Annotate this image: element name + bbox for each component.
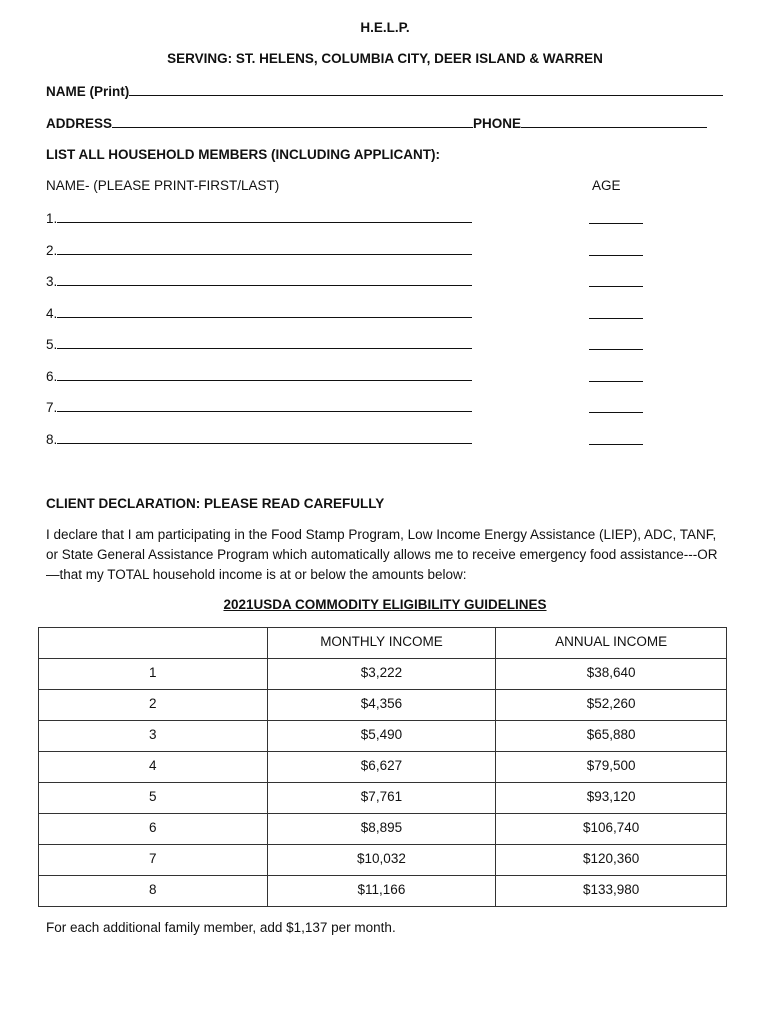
table-row [39, 783, 727, 814]
monthly-income-cell: $4,356 [267, 690, 496, 721]
member-age-input-line[interactable] [589, 337, 643, 350]
annual-income-cell: $120,360 [496, 845, 727, 876]
annual-income-cell: $133,980 [496, 876, 727, 907]
member-row-number: 1. [46, 211, 58, 226]
address-field-row [46, 115, 707, 131]
member-row-number: 8. [46, 431, 58, 447]
member-row-number: 3. [46, 274, 58, 289]
member-name-input-line[interactable] [57, 431, 472, 444]
name-column-label: NAME- (PLEASE PRINT-FIRST/LAST) [46, 178, 280, 193]
address-label: ADDRESS [46, 116, 113, 131]
table-row [39, 721, 727, 752]
phone-label: PHONE [473, 116, 522, 131]
member-age-input-line[interactable] [589, 432, 643, 445]
annual-income-cell: $52,260 [496, 690, 727, 721]
member-age-input-line[interactable] [589, 400, 643, 413]
table-row [39, 752, 727, 783]
member-name-input-line[interactable] [57, 368, 472, 381]
household-size-cell: 3 [39, 721, 268, 752]
household-size-cell: 4 [39, 752, 268, 783]
annual-income-cell: $38,640 [496, 659, 727, 690]
household-size-cell: 5 [39, 783, 268, 814]
member-age-input-line[interactable] [589, 306, 643, 319]
household-member-row [46, 368, 472, 384]
household-size-cell: 7 [39, 845, 268, 876]
member-row-number: 4. [46, 305, 58, 321]
member-row-number: 2. [46, 242, 58, 258]
household-member-row [46, 399, 472, 415]
household-size-cell: 8 [39, 876, 268, 907]
member-age-input-line[interactable] [589, 243, 643, 256]
table-row [39, 659, 727, 690]
member-name-input-line[interactable] [57, 336, 472, 349]
annual-income-cell: $106,740 [496, 814, 727, 845]
annual-income-cell: $79,500 [496, 752, 727, 783]
household-member-row [46, 431, 472, 447]
page-title: H.E.L.P. [360, 20, 410, 35]
eligibility-table [38, 627, 727, 907]
monthly-income-cell: $5,490 [267, 721, 496, 752]
household-size-cell: 2 [39, 690, 268, 721]
household-member-row [46, 305, 472, 321]
household-member-row [46, 210, 472, 226]
annual-income-cell: $65,880 [496, 721, 727, 752]
household-member-row [46, 273, 472, 289]
monthly-income-cell: $3,222 [267, 659, 496, 690]
household-member-row [46, 242, 472, 258]
table-row [39, 814, 727, 845]
monthly-income-cell: $7,761 [267, 783, 496, 814]
phone-input-line[interactable] [521, 115, 707, 128]
household-size-cell: 6 [39, 814, 268, 845]
monthly-income-cell: $11,166 [267, 876, 496, 907]
name-field-row [46, 83, 723, 99]
table-header-cell: ANNUAL INCOME [496, 628, 727, 659]
table-header-cell [39, 628, 268, 659]
table-row [39, 690, 727, 721]
member-row-number: 7. [46, 400, 58, 415]
member-row-number: 6. [46, 368, 58, 384]
monthly-income-cell: $8,895 [267, 814, 496, 845]
member-name-input-line[interactable] [57, 305, 472, 318]
monthly-income-cell: $10,032 [267, 845, 496, 876]
address-input-line[interactable] [112, 115, 473, 128]
serving-areas: SERVING: ST. HELENS, COLUMBIA CITY, DEER ISLAND & WARREN [167, 51, 603, 66]
household-size-cell: 1 [39, 659, 268, 690]
annual-income-cell: $93,120 [496, 783, 727, 814]
member-name-input-line[interactable] [57, 242, 472, 255]
table-row [39, 845, 727, 876]
table-header-row [39, 628, 727, 659]
guidelines-footnote: For each additional family member, add $1,137 per month. [46, 920, 396, 935]
name-label: NAME (Print) [46, 84, 130, 99]
guidelines-title: 2021USDA COMMODITY ELIGIBILITY GUIDELINES [223, 597, 547, 612]
member-age-input-line[interactable] [589, 211, 643, 224]
member-name-input-line[interactable] [57, 399, 472, 412]
household-member-row [46, 336, 472, 352]
household-heading: LIST ALL HOUSEHOLD MEMBERS (INCLUDING APPLICANT): [46, 147, 440, 162]
age-column-label: AGE [592, 178, 621, 193]
member-name-input-line[interactable] [57, 210, 472, 223]
member-name-input-line[interactable] [57, 273, 472, 286]
name-input-line[interactable] [129, 83, 723, 96]
declaration-heading: CLIENT DECLARATION: PLEASE READ CAREFULLY [46, 496, 385, 511]
member-age-input-line[interactable] [589, 274, 643, 287]
declaration-text: I declare that I am participating in the Food Stamp Program, Low Income Energy Assistance (LIEP), ADC, TANF, or State General Assistance Program which automatically allows me to receive emergency food assistance---OR—that my TOTAL household income is at or below the amounts below: [46, 527, 718, 582]
monthly-income-cell: $6,627 [267, 752, 496, 783]
member-row-number: 5. [46, 337, 58, 352]
table-row [39, 876, 727, 907]
table-header-cell: MONTHLY INCOME [267, 628, 496, 659]
member-age-input-line[interactable] [589, 369, 643, 382]
